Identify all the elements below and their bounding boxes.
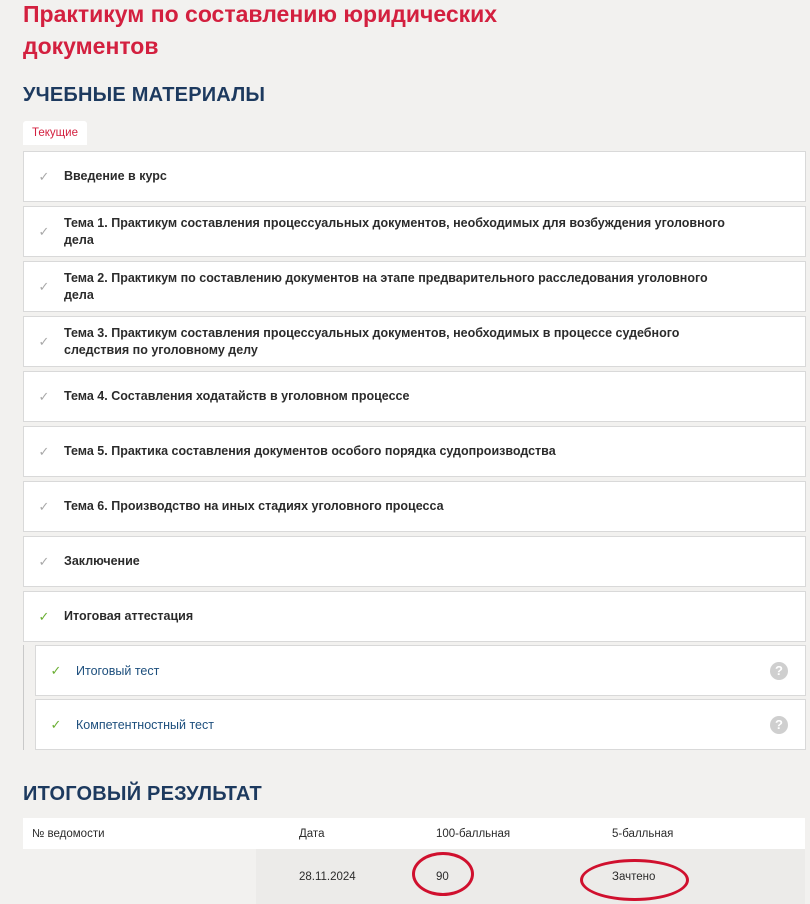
module-label: Тема 6. Производство на иных стадиях уголовного процесса [64, 499, 444, 513]
module-label: Тема 5. Практика составления документов особого порядка судопроизводства [64, 444, 556, 458]
table-row [23, 849, 805, 904]
check-icon: ✓ [50, 716, 62, 732]
subitem-label: Компетентностный тест [76, 717, 214, 732]
subitem-competence-test[interactable] [35, 699, 806, 750]
cell-date: 28.11.2024 [299, 849, 436, 904]
check-icon: ✓ [38, 334, 50, 349]
course-title: Практикум по составлению юридических документов [23, 1, 498, 59]
check-icon: ✓ [38, 224, 50, 239]
help-icon[interactable]: ? [770, 716, 788, 734]
module-item[interactable] [23, 261, 806, 312]
results-header-row [23, 818, 805, 849]
tab-current[interactable]: Текущие [23, 121, 87, 145]
col-date: Дата [299, 818, 436, 849]
check-icon: ✓ [50, 662, 62, 678]
module-item-final[interactable] [23, 591, 806, 642]
check-icon: ✓ [38, 169, 50, 184]
check-icon: ✓ [38, 499, 50, 514]
module-item[interactable] [23, 151, 806, 202]
check-icon: ✓ [38, 279, 50, 294]
check-icon: ✓ [38, 554, 50, 569]
final-subitems [23, 645, 806, 750]
cell-score5: Зачтено [612, 849, 805, 904]
check-icon: ✓ [38, 389, 50, 404]
results-heading: ИТОГОВЫЙ РЕЗУЛЬТАТ [23, 783, 262, 805]
materials-heading: УЧЕБНЫЕ МАТЕРИАЛЫ [23, 84, 266, 106]
cell-score100: 90 [436, 849, 612, 904]
col-score100: 100-балльная [436, 818, 612, 849]
subitem-final-test[interactable] [35, 645, 806, 696]
results-table [23, 818, 805, 904]
module-label: Введение в курс [64, 169, 167, 183]
module-item[interactable] [23, 371, 806, 422]
module-item[interactable] [23, 206, 806, 257]
module-item[interactable] [23, 426, 806, 477]
subitem-label: Итоговый тест [76, 663, 160, 678]
module-label: Тема 2. Практикум по составлению документов на этапе предварительного расследования уголовного дела [64, 270, 708, 302]
module-item[interactable] [23, 316, 806, 367]
check-icon: ✓ [38, 609, 50, 624]
module-label: Тема 4. Составления ходатайств в уголовном процессе [64, 389, 410, 403]
module-label: Заключение [64, 554, 140, 568]
col-score5: 5-балльная [612, 818, 805, 849]
row-bg-extension [256, 849, 299, 904]
module-label: Тема 1. Практикум составления процессуальных документов, необходимых для возбуждения уголовного дела [64, 215, 725, 247]
help-icon[interactable]: ? [770, 662, 788, 680]
module-label: Тема 3. Практикум составления процессуальных документов, необходимых в процессе судебного следствия по уголовному делу [64, 325, 680, 357]
check-icon: ✓ [38, 444, 50, 459]
module-item[interactable] [23, 481, 806, 532]
col-sheet-no: № ведомости [23, 818, 299, 849]
module-item[interactable] [23, 536, 806, 587]
module-label: Итоговая аттестация [64, 609, 194, 623]
modules-list [23, 151, 806, 753]
